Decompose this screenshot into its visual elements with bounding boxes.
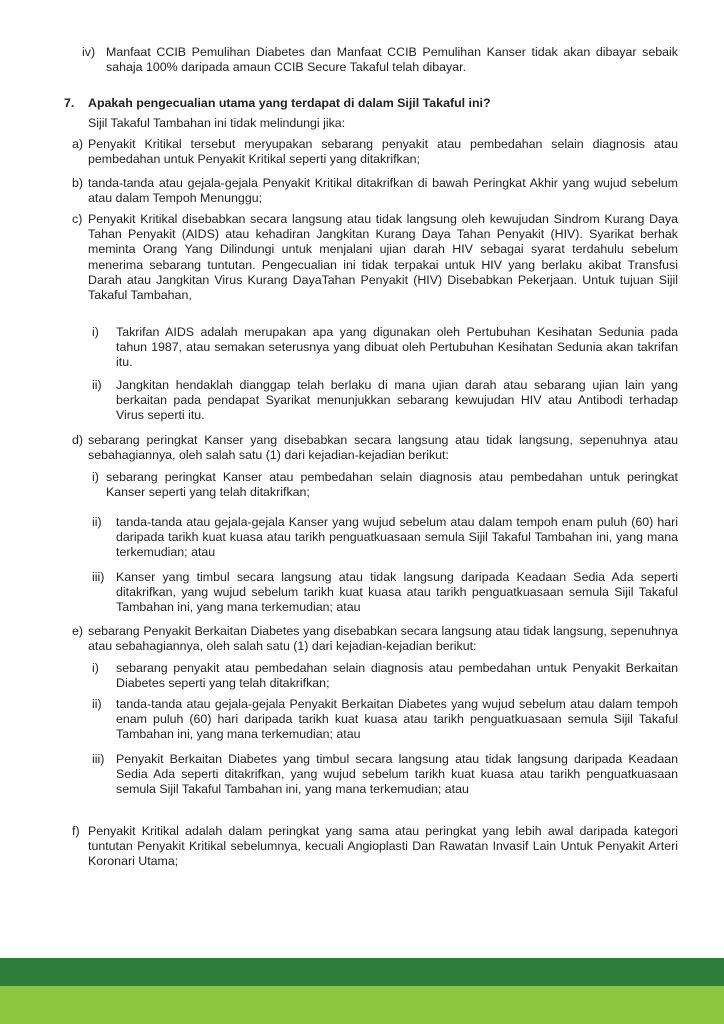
exclusion-f-text: Penyakit Kritikal adalah dalam peringkat yang sama atau peringkat yang lebih awal daripada kategori tuntutan Penyakit Kritikal sebelumnya, kecuali Angioplasti Dan Rawatan Invasif Lain Untuk Penyakit Arteri Koronari Utama; (88, 824, 678, 869)
exclusion-c-text: Penyakit Kritikal disebabkan secara langsung atau tidak langsung oleh kewujudan Sindrom Kurang Daya Tahan Penyakit (AIDS) atau kehadiran Jangkitan Kurang Daya Tahan Penyakit (HIV). Syarikat berhak meminta Orang Yang Dilindungi untuk menjalani ujian darah HIV sebagai syarat terdahulu sebelum menerima sebarang tuntutan. Pengecualian ini tidak terpakai untuk HIV yang berlaku akibat Transfusi Darah atau Jangkitan Virus Kurang DayaTahan Penyakit (HIV) Disebabkan Pekerjaan. Untuk tujuan Sijil Takaful Tambahan, (88, 212, 678, 303)
exclusion-e-i-text: sebarang penyakit atau pembedahan selain diagnosis atau pembedahan untuk Penyakit Berkaitan Diabetes seperti yang telah ditakrifkan; (116, 661, 678, 691)
list-marker: iii) (92, 752, 105, 766)
list-marker: c) (72, 212, 83, 226)
footer-band-light (0, 986, 724, 1024)
list-marker: ii) (92, 515, 102, 529)
exclusion-d-text: sebarang peringkat Kanser yang disebabkan secara langsung atau tidak langsung, sepenuhnya atau sebahagiannya, oleh salah satu (1) dari kejadian-kejadian berikut: (88, 433, 678, 463)
exclusion-c-i-text: Takrifan AIDS adalah merupakan apa yang digunakan oleh Pertubuhan Kesihatan Sedunia pada tahun 1987, atau semakan seterusnya yang dibuat oleh Pertubuhan Kesihatan Sedunia akan takrifan itu. (116, 325, 678, 370)
question-number: 7. (64, 96, 75, 110)
exclusion-e-ii-text: tanda-tanda atau gejala-gejala Penyakit Berkaitan Diabetes yang wujud sebelum atau dalam tempoh enam puluh (60) hari daripada tarikh kuat kuasa atau tarikh penguatkuasaan semula Sijil Takaful Tambahan ini, yang mana terkemudian; atau (116, 697, 678, 742)
question-title: Apakah pengecualian utama yang terdapat di dalam Sijil Takaful ini? (88, 96, 491, 110)
list-marker: b) (72, 176, 84, 190)
exclusion-a-text: Penyakit Kritikal tersebut meryupakan sebarang penyakit atau pembedahan selain diagnosis atau pembedahan untuk Penyakit Kritikal seperti yang ditakrifkan; (88, 137, 678, 167)
exclusion-d-ii-text: tanda-tanda atau gejala-gejala Kanser yang wujud sebelum atau dalam tempoh enam puluh (60) hari daripada tarikh kuat kuasa atau tarikh penguatkuasaan semula Sijil Takaful Tambahan ini, yang mana terkemudian; atau (116, 515, 678, 560)
list-marker: a) (72, 137, 84, 151)
list-marker: i) (92, 470, 99, 484)
exclusion-d-iii-text: Kanser yang timbul secara langsung atau tidak langsung daripada Keadaan Sedia Ada seperti ditakrifkan, yang wujud sebelum tarikh kuat kuasa atau tarikh penguatkuasaan semula Sijil Takaful Tambahan ini, yang mana terkemudian; atau (116, 570, 678, 615)
exclusion-b-text: tanda-tanda atau gejala-gejala Penyakit Kritikal ditakrifkan di bawah Peringkat Akhir yang wujud sebelum atau dalam Tempoh Menunggu; (88, 176, 678, 206)
list-marker: e) (72, 624, 84, 638)
exclusion-d-i-text: sebarang peringkat Kanser atau pembedahan selain diagnosis atau pembedahan untuk peringkat Kanser seperti yang telah ditakrifkan; (106, 470, 678, 500)
list-marker: f) (72, 824, 80, 838)
footer-band-dark (0, 958, 724, 986)
list-marker: iv) (82, 45, 96, 59)
list-marker: d) (72, 433, 84, 447)
exclusion-c-ii-text: Jangkitan hendaklah dianggap telah berlaku di mana ujian darah atau sebarang ujian lain yang berkaitan pada pendapat Syarikat menunjukkan sebarang kewujudan HIV atau Antibodi terhadap Virus seperti itu. (116, 378, 678, 423)
clause-iv-text: Manfaat CCIB Pemulihan Diabetes dan Manfaat CCIB Pemulihan Kanser tidak akan dibayar sebaik sahaja 100% daripada amaun CCIB Secure Takaful telah dibayar. (106, 45, 678, 75)
list-marker: ii) (92, 378, 102, 392)
list-marker: i) (92, 661, 99, 675)
exclusion-e-iii-text: Penyakit Berkaitan Diabetes yang timbul secara langsung atau tidak langsung daripada Keadaan Sedia Ada seperti ditakrifkan, yang wujud sebelum tarikh kuat kuasa atau tarikh penguatkuasaan semula Sijil Takaful Tambahan ini, yang mana terkemudian; atau (116, 752, 678, 797)
list-marker: ii) (92, 697, 102, 711)
question-intro: Sijil Takaful Tambahan ini tidak melindungi jika: (88, 116, 346, 130)
exclusion-e-text: sebarang Penyakit Berkaitan Diabetes yang disebabkan secara langsung atau tidak langsung, sepenuhnya atau sebahagiannya, oleh salah satu (1) dari kejadian-kejadian berikut: (88, 624, 678, 654)
list-marker: iii) (92, 570, 105, 584)
list-marker: i) (92, 325, 99, 339)
